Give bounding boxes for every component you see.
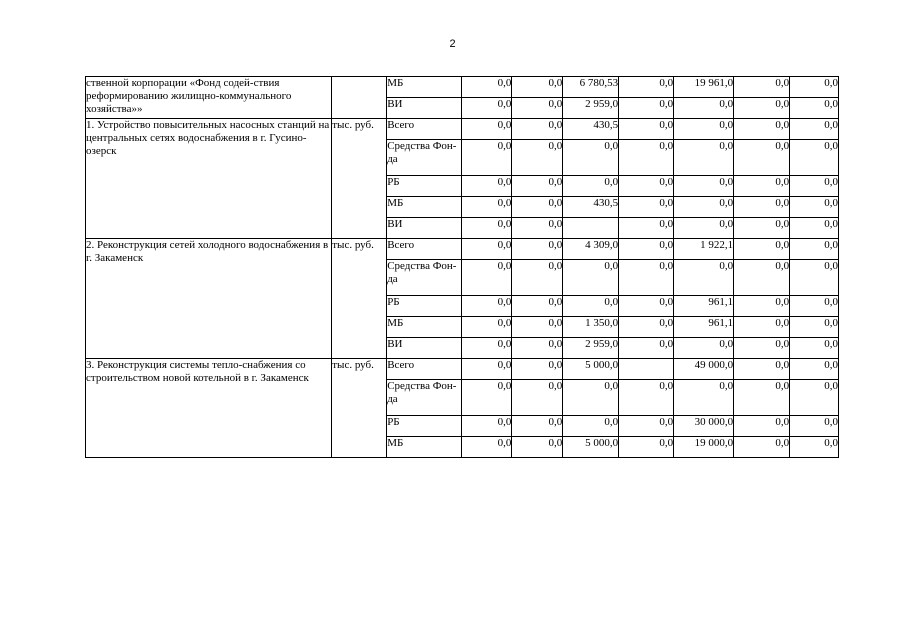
value-cell: 0,0	[619, 296, 674, 317]
value-cell: 0,0	[512, 77, 563, 98]
funding-source: Всего	[387, 239, 462, 260]
value-cell: 0,0	[790, 380, 839, 416]
value-cell: 0,0	[512, 437, 563, 458]
value-cell: 0,0	[512, 176, 563, 197]
value-cell: 0,0	[734, 437, 790, 458]
value-cell: 0,0	[790, 359, 839, 380]
table-body	[86, 77, 839, 458]
value-cell: 0,0	[512, 218, 563, 239]
value-cell: 0,0	[619, 338, 674, 359]
value-cell: 0,0	[619, 140, 674, 176]
value-cell: 0,0	[512, 380, 563, 416]
funding-source: РБ	[387, 296, 462, 317]
value-cell: 0,0	[512, 359, 563, 380]
value-cell: 0,0	[734, 77, 790, 98]
value-cell: 0,0	[619, 176, 674, 197]
value-cell: 1 922,1	[674, 239, 734, 260]
value-cell: 0,0	[512, 140, 563, 176]
value-cell: 0,0	[462, 359, 512, 380]
value-cell: 0,0	[563, 140, 619, 176]
value-cell	[563, 218, 619, 239]
funding-source: ВИ	[387, 338, 462, 359]
value-cell: 0,0	[512, 260, 563, 296]
item-name: 1. Устройство повысительных насосных станций на центральных сетях водоснабжения в г. Гусино-озерск	[86, 119, 332, 239]
value-cell: 0,0	[734, 380, 790, 416]
value-cell: 0,0	[512, 239, 563, 260]
table-row	[86, 239, 839, 260]
value-cell: 0,0	[790, 416, 839, 437]
value-cell: 0,0	[734, 218, 790, 239]
value-cell: 0,0	[462, 239, 512, 260]
item-unit: тыс. руб.	[332, 239, 387, 359]
value-cell: 0,0	[462, 77, 512, 98]
value-cell: 0,0	[790, 77, 839, 98]
value-cell: 0,0	[462, 416, 512, 437]
value-cell: 4 309,0	[563, 239, 619, 260]
funding-source: Всего	[387, 359, 462, 380]
value-cell: 0,0	[512, 119, 563, 140]
value-cell: 0,0	[734, 338, 790, 359]
item-name: 2. Реконструкция сетей холодного водоснабжения в г. Закаменск	[86, 239, 332, 359]
value-cell: 0,0	[734, 176, 790, 197]
value-cell: 0,0	[734, 98, 790, 119]
value-cell: 0,0	[619, 380, 674, 416]
value-cell: 0,0	[462, 380, 512, 416]
value-cell: 0,0	[734, 239, 790, 260]
value-cell: 0,0	[563, 296, 619, 317]
value-cell: 0,0	[674, 140, 734, 176]
value-cell: 0,0	[734, 119, 790, 140]
value-cell: 0,0	[462, 338, 512, 359]
value-cell: 0,0	[619, 239, 674, 260]
funding-source: РБ	[387, 176, 462, 197]
funding-source: МБ	[387, 437, 462, 458]
value-cell: 5 000,0	[563, 359, 619, 380]
value-cell: 0,0	[790, 296, 839, 317]
value-cell: 30 000,0	[674, 416, 734, 437]
value-cell: 0,0	[563, 260, 619, 296]
value-cell: 0,0	[619, 416, 674, 437]
value-cell: 0,0	[563, 176, 619, 197]
value-cell: 0,0	[563, 380, 619, 416]
value-cell: 0,0	[512, 416, 563, 437]
value-cell: 5 000,0	[563, 437, 619, 458]
value-cell: 0,0	[462, 140, 512, 176]
value-cell: 0,0	[462, 260, 512, 296]
value-cell: 0,0	[512, 98, 563, 119]
value-cell: 0,0	[462, 317, 512, 338]
value-cell: 961,1	[674, 317, 734, 338]
value-cell: 0,0	[674, 197, 734, 218]
funding-source: Средства Фон-да	[387, 380, 462, 416]
value-cell: 0,0	[734, 197, 790, 218]
item-unit: тыс. руб.	[332, 119, 387, 239]
value-cell: 0,0	[734, 260, 790, 296]
value-cell: 0,0	[512, 296, 563, 317]
value-cell: 0,0	[790, 140, 839, 176]
value-cell: 0,0	[462, 98, 512, 119]
value-cell: 0,0	[512, 317, 563, 338]
value-cell: 0,0	[734, 317, 790, 338]
value-cell: 0,0	[619, 437, 674, 458]
value-cell: 0,0	[674, 260, 734, 296]
value-cell: 0,0	[619, 260, 674, 296]
value-cell: 1 350,0	[563, 317, 619, 338]
funding-source: МБ	[387, 77, 462, 98]
value-cell: 961,1	[674, 296, 734, 317]
table-row	[86, 359, 839, 380]
funding-source: МБ	[387, 317, 462, 338]
value-cell: 0,0	[674, 218, 734, 239]
value-cell: 0,0	[790, 98, 839, 119]
value-cell: 0,0	[462, 437, 512, 458]
item-unit	[332, 77, 387, 119]
funding-source: Всего	[387, 119, 462, 140]
value-cell: 0,0	[619, 119, 674, 140]
value-cell: 0,0	[462, 119, 512, 140]
value-cell: 0,0	[790, 197, 839, 218]
funding-source: ВИ	[387, 218, 462, 239]
budget-table	[85, 76, 839, 458]
value-cell: 6 780,53	[563, 77, 619, 98]
value-cell: 0,0	[512, 338, 563, 359]
value-cell: 19 000,0	[674, 437, 734, 458]
value-cell: 0,0	[619, 197, 674, 218]
value-cell: 0,0	[734, 140, 790, 176]
value-cell: 0,0	[734, 296, 790, 317]
value-cell: 0,0	[619, 317, 674, 338]
value-cell: 430,5	[563, 119, 619, 140]
value-cell: 430,5	[563, 197, 619, 218]
funding-source: Средства Фон-да	[387, 140, 462, 176]
funding-source: РБ	[387, 416, 462, 437]
value-cell: 0,0	[512, 197, 563, 218]
item-name: 3. Реконструкция системы тепло-снабжения со строительством новой котельной в г. Закаменск	[86, 359, 332, 458]
value-cell: 0,0	[790, 218, 839, 239]
value-cell: 0,0	[734, 416, 790, 437]
table-row	[86, 119, 839, 140]
value-cell: 0,0	[619, 218, 674, 239]
value-cell: 0,0	[674, 98, 734, 119]
table-row	[86, 77, 839, 98]
value-cell: 0,0	[790, 176, 839, 197]
value-cell: 0,0	[790, 260, 839, 296]
item-name: ственной корпорации «Фонд содей-ствия реформированию жилищно-коммунального хозяйства»»	[86, 77, 332, 119]
value-cell: 0,0	[674, 380, 734, 416]
value-cell: 0,0	[674, 338, 734, 359]
page-number: 2	[449, 38, 456, 50]
funding-source: МБ	[387, 197, 462, 218]
value-cell: 19 961,0	[674, 77, 734, 98]
value-cell: 0,0	[462, 296, 512, 317]
value-cell	[619, 359, 674, 380]
item-unit: тыс. руб.	[332, 359, 387, 458]
value-cell: 0,0	[619, 77, 674, 98]
funding-source: Средства Фон-да	[387, 260, 462, 296]
value-cell: 0,0	[563, 416, 619, 437]
value-cell: 49 000,0	[674, 359, 734, 380]
value-cell: 0,0	[462, 197, 512, 218]
value-cell: 0,0	[462, 218, 512, 239]
value-cell: 0,0	[790, 119, 839, 140]
value-cell: 0,0	[734, 359, 790, 380]
value-cell: 2 959,0	[563, 338, 619, 359]
value-cell: 0,0	[790, 317, 839, 338]
value-cell: 2 959,0	[563, 98, 619, 119]
funding-source: ВИ	[387, 98, 462, 119]
value-cell: 0,0	[674, 119, 734, 140]
value-cell: 0,0	[790, 437, 839, 458]
value-cell: 0,0	[790, 239, 839, 260]
value-cell: 0,0	[462, 176, 512, 197]
value-cell: 0,0	[790, 338, 839, 359]
value-cell: 0,0	[674, 176, 734, 197]
value-cell: 0,0	[619, 98, 674, 119]
